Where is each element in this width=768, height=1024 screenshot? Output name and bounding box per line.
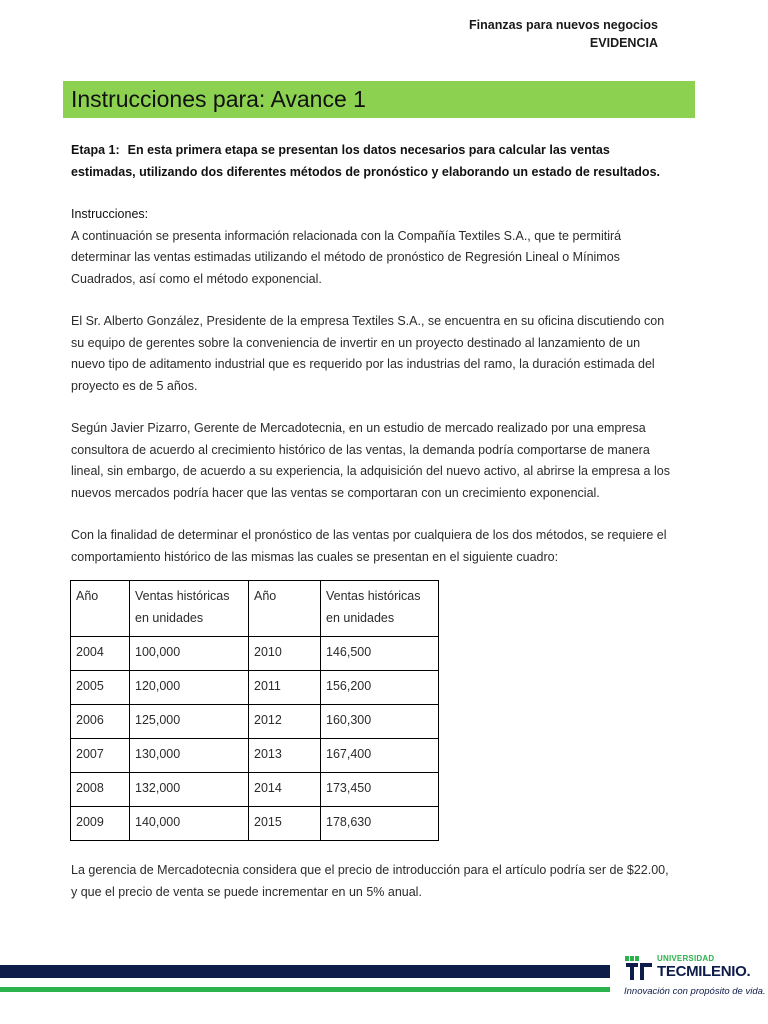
paragraph-forecast: Con la finalidad de determinar el pronóstico de las ventas por cualquiera de los dos métodos, se requiere el comportamiento histórico de las mismas las cuales se presentan en el siguiente cuadro: — [71, 528, 667, 564]
paragraph-president: El Sr. Alberto González, Presidente de la empresa Textiles S.A., se encuentra en su oficina discutiendo con su equipo de gerentes sobre la conveniencia de invertir en un proyecto destinado al lanzamiento de un nuevo tipo de aditamento industrial que es requerido por las industrias del ramo, la duración estimada del proyecto es de 5 años. — [71, 314, 665, 393]
table-cell: 2013 — [249, 739, 321, 773]
table-cell: 178,630 — [321, 807, 439, 841]
table-header-cell: Ventas históricas en unidades — [130, 581, 249, 637]
table-cell: 146,500 — [321, 637, 439, 671]
table-cell: 130,000 — [130, 739, 249, 773]
table-header-cell: Ventas históricas en unidades — [321, 581, 439, 637]
table-row — [71, 671, 439, 705]
page-title: Instrucciones para: Avance 1 — [71, 86, 366, 112]
table-row — [71, 807, 439, 841]
document-type: EVIDENCIA — [589, 36, 658, 50]
table-cell: 2006 — [71, 705, 130, 739]
paragraph-intro: A continuación se presenta información relacionada con la Compañía Textiles S.A., que te permitirá determinar las ventas estimadas utilizando el método de pronóstico de Regresión Lineal o Mínimos Cuadrados, así como el método exponencial. — [71, 228, 622, 286]
table-row — [71, 739, 439, 773]
table-cell: 100,000 — [130, 637, 249, 671]
table-cell: 156,200 — [321, 671, 439, 705]
table-cell: 2011 — [249, 671, 321, 705]
table-cell: 2008 — [71, 773, 130, 807]
table-cell: 2004 — [71, 637, 130, 671]
logo-wordmark: TECMILENIO. — [657, 963, 751, 980]
table-cell: 160,300 — [321, 705, 439, 739]
stage-paragraph — [71, 140, 671, 183]
table-cell: 132,000 — [130, 773, 249, 807]
document-body — [71, 140, 671, 903]
stage-text: En esta primera etapa se presentan los datos necesarios para calcular las ventas estimadas, utilizando dos diferentes métodos de pronóstico y elaborando un estado de resultados. — [71, 143, 660, 179]
logo-university-label: UNIVERSIDAD — [657, 954, 715, 963]
table-row — [71, 773, 439, 807]
table-cell: 2015 — [249, 807, 321, 841]
paragraph-marketing: Según Javier Pizarro, Gerente de Mercadotecnia, en un estudio de mercado realizado por una empresa consultora de acuerdo al crecimiento histórico de las ventas, la demanda podría comportarse de manera lineal, sin embargo, de acuerdo a su experiencia, la adquisición del nuevo activo, al abrirse la empresa a los nuevos mercados podría hacer que las ventas se comportaran con un crecimiento exponencial. — [71, 421, 670, 500]
stage-label: Etapa 1: — [71, 143, 120, 157]
table-cell: 2005 — [71, 671, 130, 705]
table-header-cell: Año — [71, 581, 130, 637]
table-cell: 2007 — [71, 739, 130, 773]
table-header-row — [71, 581, 439, 637]
footer-navy-stripe — [0, 965, 610, 978]
table-cell: 2014 — [249, 773, 321, 807]
table-cell: 125,000 — [130, 705, 249, 739]
table-cell: 2010 — [249, 637, 321, 671]
table-cell: 173,450 — [321, 773, 439, 807]
table-cell: 2009 — [71, 807, 130, 841]
table-header-cell: Año — [249, 581, 321, 637]
table-row — [71, 637, 439, 671]
tecmilenio-emblem-icon — [624, 953, 654, 983]
table-cell: 140,000 — [130, 807, 249, 841]
table-cell: 120,000 — [130, 671, 249, 705]
instructions-heading: Instrucciones: — [71, 207, 149, 221]
footer-green-stripe — [0, 987, 610, 992]
table-row — [71, 705, 439, 739]
logo-tagline: Innovación con propósito de vida. — [624, 986, 766, 997]
sales-history-table — [70, 580, 439, 841]
paragraph-pricing: La gerencia de Mercadotecnia considera que el precio de introducción para el artículo podría ser de $22.00, y que el precio de venta se puede incrementar en un 5% anual. — [71, 863, 669, 899]
table-cell: 2012 — [249, 705, 321, 739]
table-cell: 167,400 — [321, 739, 439, 773]
document-header — [469, 16, 658, 52]
title-bar — [63, 81, 695, 118]
tecmilenio-logo — [624, 951, 766, 1001]
course-name: Finanzas para nuevos negocios — [469, 18, 658, 32]
